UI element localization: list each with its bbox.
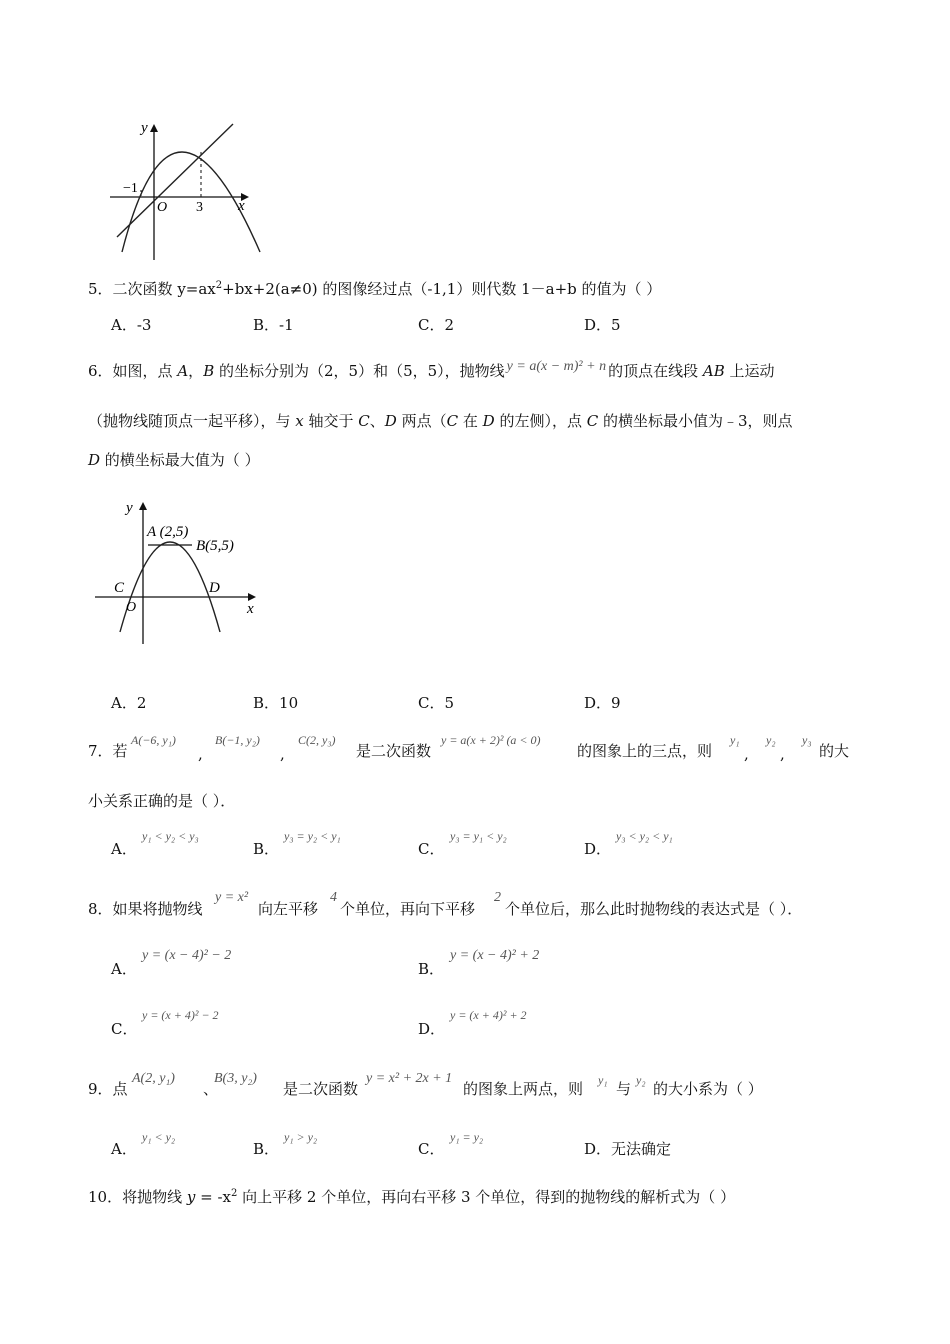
point-C-label: C	[114, 580, 125, 596]
q8-option-c-label[interactable]: C．	[111, 1020, 138, 1038]
q7-sep: ,	[280, 745, 285, 763]
q5-option-a[interactable]: A．-3	[111, 316, 152, 334]
q7-sep: ,	[198, 745, 203, 763]
q9-y1: y₁	[598, 1073, 608, 1087]
q8-option-b-math: y = (x − 4)² + 2	[450, 948, 540, 963]
q10-text: 将抛物线	[122, 1188, 187, 1206]
q7-option-a-math: y₁ < y₂ < y₃	[142, 829, 199, 843]
x-axis-arrow	[248, 593, 256, 601]
q7-option-c-label[interactable]: C．	[418, 840, 445, 858]
y-axis-arrow	[150, 124, 158, 132]
q6-A: A	[177, 362, 189, 380]
q8-four: 4	[330, 890, 337, 905]
q9-point-a: A(2, y₁)	[132, 1071, 175, 1086]
q6-text: 两点（	[396, 412, 447, 430]
q9-option-c-math: y₁ = y₂	[450, 1130, 484, 1144]
q7-option-b-math: y₃ = y₂ < y₁	[284, 829, 341, 843]
three-label: 3	[196, 200, 203, 215]
q8-option-b-label[interactable]: B．	[418, 960, 445, 978]
q10-y: y	[186, 1188, 196, 1206]
q5-text-b: +bx+2(a≠0) 的图像经过点（-1,1）则代数 1－a+b 的值为（ ）	[222, 280, 662, 298]
q10-sup: 2	[231, 1188, 238, 1199]
q9-y2: y₂	[636, 1073, 646, 1087]
q9-text: 的大小系为（ ）	[653, 1080, 763, 1098]
q7-option-b-label[interactable]: B．	[253, 840, 280, 858]
q7-y2: y₂	[766, 733, 776, 747]
q7-line2: 小关系正确的是（ ）．	[88, 792, 236, 810]
q9-point-b: B(3, y₂)	[214, 1071, 257, 1086]
q6-text: 的横坐标最大值为（ ）	[100, 451, 260, 469]
origin-label: O	[157, 200, 168, 215]
q5-sup: 2	[215, 280, 223, 291]
q7-ruo: 若	[112, 742, 128, 760]
q7-num-ruo	[88, 741, 128, 761]
figure-moving-parabola	[90, 492, 270, 650]
q9-option-d[interactable]: D．无法确定	[584, 1140, 672, 1158]
q6-C: C	[586, 412, 599, 430]
q9-lead	[88, 1079, 128, 1099]
origin-label: O	[126, 600, 137, 615]
q6-text: 上运动	[724, 362, 775, 380]
q5-option-b[interactable]: B．-1	[253, 316, 294, 334]
q10-number: 10．	[88, 1188, 123, 1206]
q9-function: y = x² + 2x + 1	[366, 1071, 453, 1086]
q6-line2	[88, 411, 793, 431]
q7-option-c-math: y₃ = y₁ < y₂	[450, 829, 507, 843]
figure-parabola-line	[105, 112, 265, 264]
y-label: y	[126, 500, 133, 516]
q7-point-b: B(−1, y₂)	[215, 733, 260, 747]
q7-point-a: A(−6, y₁)	[131, 733, 176, 747]
q7-sep: ,	[744, 745, 749, 763]
point-B-label: B(5,5)	[196, 538, 234, 554]
q9-option-a-label[interactable]: A．	[111, 1140, 137, 1158]
q7-y3: y₃	[802, 733, 812, 747]
q5-text-a: 二次函数 y=ax	[112, 280, 216, 298]
q7-number: 7．	[88, 742, 113, 760]
q8-option-a-math: y = (x − 4)² − 2	[142, 948, 232, 963]
q6-option-b[interactable]: B．10	[253, 694, 299, 712]
q6-x: x	[295, 412, 304, 430]
q7-text: 的图象上的三点，则	[577, 742, 713, 760]
q5-option-d[interactable]: D．5	[584, 316, 621, 334]
q9-text: 是二次函数	[283, 1080, 359, 1098]
q6-D: D	[482, 412, 495, 430]
q6-option-d[interactable]: D．9	[584, 694, 621, 712]
q7-text: 是二次函数	[356, 742, 432, 760]
q5-option-c[interactable]: C．2	[418, 316, 455, 334]
q9-option-a-math: y₁ < y₂	[142, 1130, 176, 1144]
q6-text: 的横坐标最小值为﹣3，则点	[598, 412, 793, 430]
q9-option-c-label[interactable]: C．	[418, 1140, 445, 1158]
q6-option-a[interactable]: A．2	[111, 694, 147, 712]
q7-point-c: C(2, y₃)	[298, 733, 336, 747]
q6-comma: ，	[188, 362, 204, 380]
q8-text: 个单位，再向下平移	[340, 900, 476, 918]
q6-B: B	[203, 362, 215, 380]
q7-function: y = a(x + 2)² (a < 0)	[441, 733, 541, 747]
q8-function: y = x²	[215, 890, 249, 905]
parabola-curve	[120, 542, 220, 632]
q9-text: 的图象上两点，则	[463, 1080, 584, 1098]
q6-text: 、	[369, 412, 385, 430]
q9-number: 9．	[88, 1080, 113, 1098]
q9-option-b-label[interactable]: B．	[253, 1140, 280, 1158]
q6-D: D	[88, 451, 101, 469]
q6-line3	[88, 450, 260, 470]
q8-option-d-label[interactable]: D．	[418, 1020, 446, 1038]
q7-y1: y₁	[730, 733, 740, 747]
q6-D: D	[384, 412, 397, 430]
q7-text: 的大	[819, 742, 850, 760]
q7-option-d-math: y₃ < y₂ < y₁	[616, 829, 673, 843]
x-label: x	[238, 198, 245, 214]
q6-text: （抛物线随顶点一起平移），与	[88, 412, 296, 430]
q8-two: 2	[494, 890, 501, 905]
q7-sep: ,	[780, 745, 785, 763]
point-A-label: A (2,5)	[147, 524, 189, 540]
q6-number: 6．	[88, 362, 113, 380]
q5-stem	[88, 279, 661, 299]
q8-number: 8．	[88, 900, 113, 918]
q10-text: 向上平移 2 个单位，再向右平移 3 个单位，得到的抛物线的解析式为（ ）	[237, 1188, 736, 1206]
q6-text: 轴交于	[303, 412, 359, 430]
q8-option-d-math: y = (x + 4)² + 2	[450, 1008, 527, 1022]
q9-option-b-math: y₁ > y₂	[284, 1130, 318, 1144]
q7-option-a-label[interactable]: A．	[111, 840, 137, 858]
q6-text: 的左侧），点	[494, 412, 587, 430]
neg1-label: −1	[123, 181, 138, 196]
q6-line1	[88, 361, 775, 383]
q8-text: 如果将抛物线	[112, 900, 203, 918]
q9-text: 点	[112, 1080, 128, 1098]
q6-AB: AB	[702, 362, 725, 380]
point-D-label: D	[209, 580, 220, 596]
q6-C: C	[446, 412, 459, 430]
q6-formula: y = a(x − m)² + n	[506, 359, 607, 374]
q6-text: 在	[458, 412, 483, 430]
q10-eq: = -x	[195, 1188, 231, 1206]
y-axis-arrow	[139, 502, 147, 510]
q8-text: 向左平移	[258, 900, 319, 918]
q8-option-c-math: y = (x + 4)² − 2	[142, 1008, 219, 1022]
q6-text: 如图，点	[112, 362, 178, 380]
q6-text: 的坐标分别为（2，5）和（5，5），抛物线	[214, 362, 505, 380]
q9-dun: 、	[203, 1080, 219, 1098]
q9-yu: 与	[616, 1080, 632, 1098]
y-label: y	[141, 120, 148, 136]
q8-text: 个单位后，那么此时抛物线的表达式是（ ）．	[505, 900, 803, 918]
q8-lead	[88, 899, 203, 919]
q6-text: 的顶点在线段	[608, 362, 703, 380]
q6-C: C	[358, 412, 370, 430]
q7-option-d-label[interactable]: D．	[584, 840, 612, 858]
q5-number: 5．	[88, 280, 113, 298]
q8-option-a-label[interactable]: A．	[111, 960, 137, 978]
q6-option-c[interactable]: C．5	[418, 694, 455, 712]
q10-stem	[88, 1187, 735, 1207]
x-label: x	[247, 601, 254, 617]
